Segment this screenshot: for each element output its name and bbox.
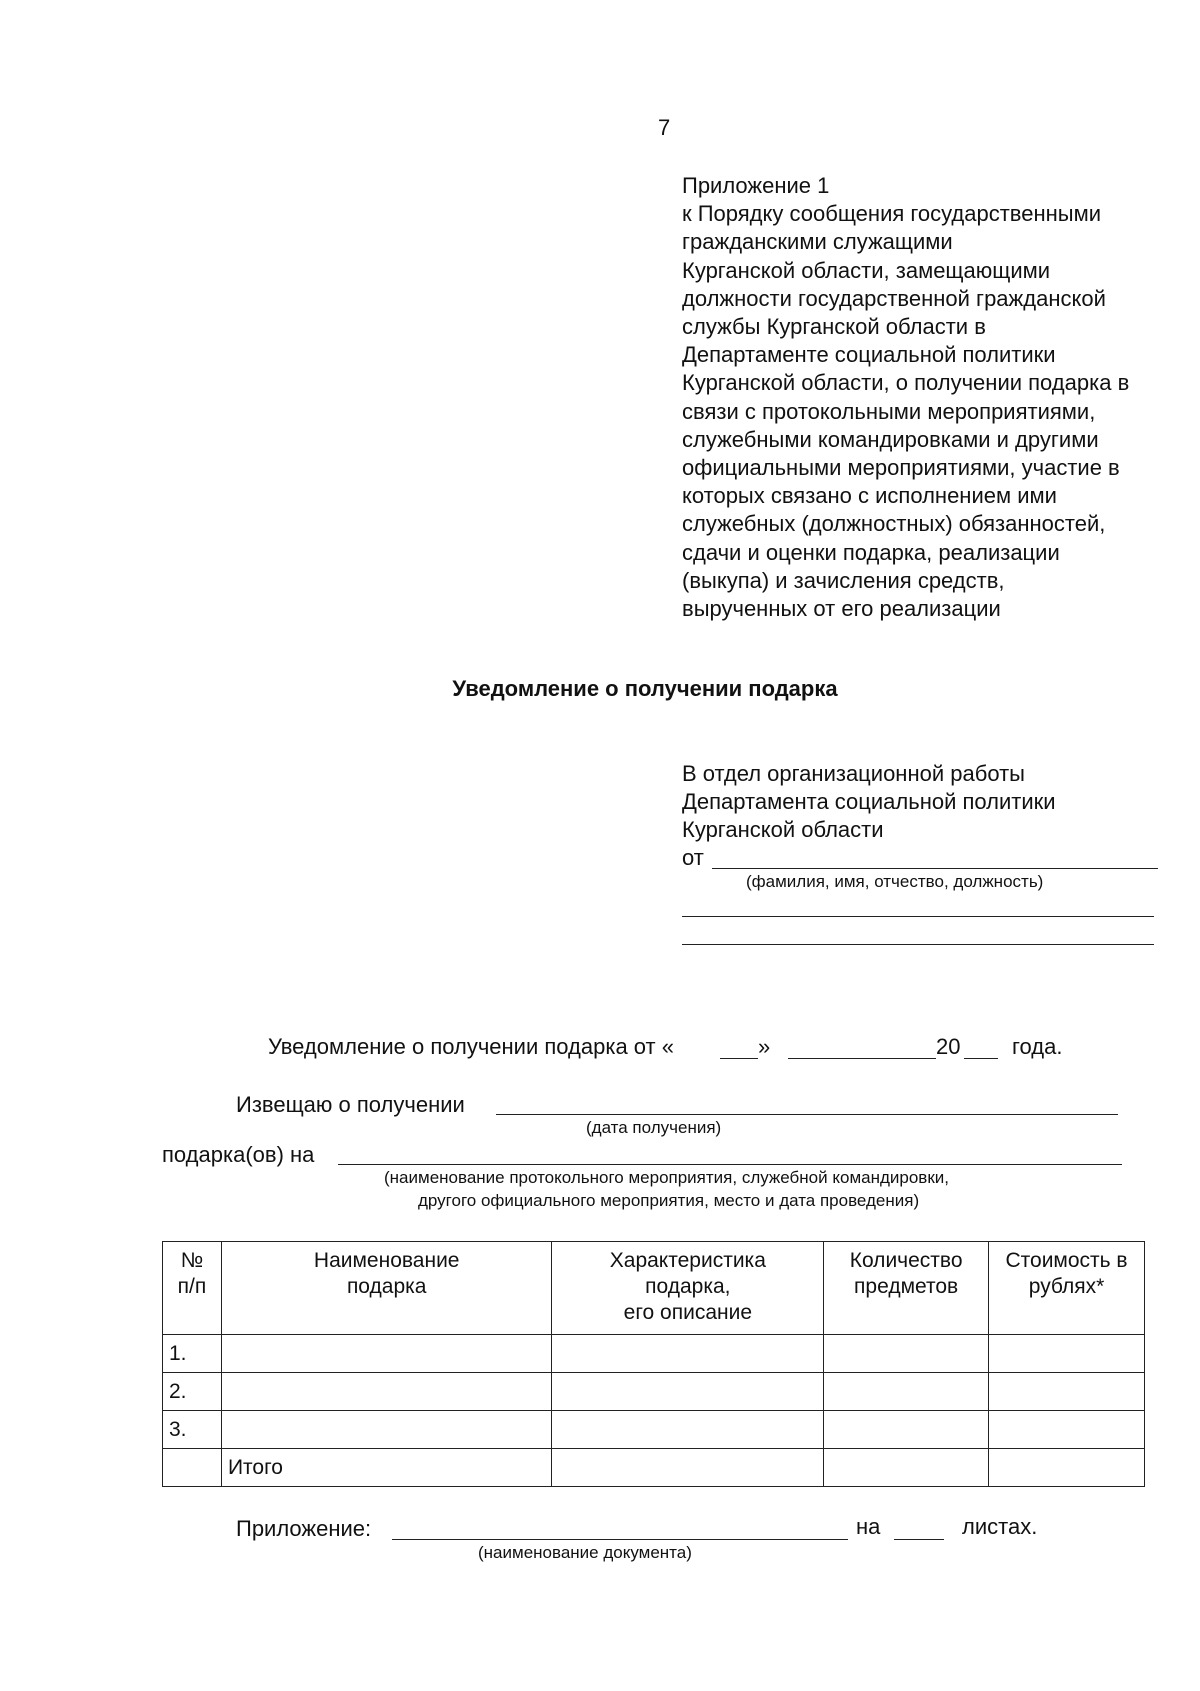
- appendix-line: вырученных от его реализации: [682, 596, 1001, 622]
- total-qty[interactable]: [824, 1449, 989, 1487]
- cell-qty[interactable]: [824, 1373, 989, 1411]
- appendix-line: которых связано с исполнением ими: [682, 483, 1057, 509]
- header-desc-line: подарка,: [645, 1275, 731, 1298]
- from-field[interactable]: [712, 868, 1158, 869]
- table-row: [163, 1335, 1145, 1373]
- row-number: 2.: [163, 1373, 222, 1411]
- appendix-line: служебными командировками и другими: [682, 426, 1099, 452]
- header-cost-line: Стоимость в: [1005, 1249, 1128, 1272]
- table-header-row: [163, 1242, 1145, 1335]
- table-row: [163, 1373, 1145, 1411]
- appendix-line: служебных (должностных) обязанностей,: [682, 511, 1106, 537]
- addressee-line: Департамента социальной политики: [682, 789, 1056, 814]
- header-cost: [989, 1242, 1145, 1335]
- header-num-line: №: [180, 1249, 204, 1272]
- cell-desc[interactable]: [552, 1411, 824, 1449]
- appendix-line: к Порядку сообщения государственными: [682, 201, 1102, 227]
- attachment-on: на: [856, 1514, 881, 1539]
- gifts-table: [162, 1241, 1145, 1487]
- header-desc: [552, 1242, 824, 1335]
- header-qty-line: Количество: [849, 1249, 963, 1272]
- table-total-row: [163, 1449, 1145, 1487]
- notice-month-field[interactable]: [788, 1058, 936, 1059]
- total-empty-cell: [163, 1449, 222, 1487]
- attachment-name-field[interactable]: [392, 1539, 848, 1540]
- cell-cost[interactable]: [989, 1335, 1145, 1373]
- table-row: [163, 1411, 1145, 1449]
- notice-prefix: Уведомление о получении подарка от «: [268, 1034, 674, 1059]
- attachment-sheets: листах.: [962, 1514, 1038, 1539]
- cell-name[interactable]: [221, 1335, 552, 1373]
- addressee-block: [682, 760, 1056, 872]
- attachment-label: Приложение:: [236, 1516, 372, 1541]
- row-number: 3.: [163, 1411, 222, 1449]
- event-field[interactable]: [338, 1164, 1122, 1165]
- cell-cost[interactable]: [989, 1411, 1145, 1449]
- appendix-line: официальными мероприятиями, участие в: [682, 455, 1120, 481]
- appendix-line: службы Курганской области в: [682, 314, 986, 340]
- cell-desc[interactable]: [552, 1335, 824, 1373]
- notice-quote-close: »: [758, 1034, 771, 1059]
- appendix-line: Департаменте социальной политики: [682, 342, 1056, 368]
- cell-qty[interactable]: [824, 1411, 989, 1449]
- row-number: 1.: [163, 1335, 222, 1373]
- header-cost-line: рублях*: [1028, 1275, 1105, 1298]
- appendix-line: Курганской области, о получении подарка в: [682, 370, 1130, 396]
- event-hint-line2: другого официального мероприятия, место и дата проведения): [418, 1191, 920, 1210]
- header-name-line: подарка: [346, 1275, 427, 1298]
- appendix-line: сдачи и оценки подарка, реализации: [682, 539, 1060, 565]
- notice-year-field[interactable]: [964, 1058, 998, 1059]
- header-qty: [824, 1242, 989, 1335]
- appendix-line: (выкупа) и зачисления средств,: [682, 567, 1005, 593]
- header-desc-line: его описание: [623, 1301, 752, 1324]
- appendix-block: [682, 172, 1129, 623]
- header-desc-line: Характеристика: [609, 1249, 766, 1272]
- document-title: Уведомление о получении подарка: [452, 676, 838, 701]
- from-field-extra-1[interactable]: [682, 916, 1154, 917]
- cell-cost[interactable]: [989, 1373, 1145, 1411]
- receipt-date-field[interactable]: [496, 1114, 1118, 1115]
- attachment-sheets-field[interactable]: [894, 1539, 944, 1540]
- event-hint-line1: (наименование протокольного мероприятия, служебной командировки,: [384, 1168, 949, 1187]
- appendix-line: Курганской области, замещающими: [682, 257, 1051, 283]
- receipt-label: Извещаю о получении: [236, 1092, 465, 1117]
- total-cost[interactable]: [989, 1449, 1145, 1487]
- cell-name[interactable]: [221, 1373, 552, 1411]
- page-number: 7: [658, 115, 671, 140]
- receipt-hint: (дата получения): [586, 1118, 722, 1137]
- notice-year-prefix: 20: [936, 1034, 961, 1059]
- appendix-line: гражданскими служащими: [682, 229, 953, 255]
- addressee-line: Курганской области: [682, 817, 884, 842]
- from-field-extra-2[interactable]: [682, 944, 1154, 945]
- gifts-on-label: подарка(ов) на: [162, 1142, 315, 1167]
- appendix-line: должности государственной гражданской: [682, 285, 1106, 311]
- attachment-hint: (наименование документа): [478, 1543, 692, 1562]
- header-num-line: п/п: [177, 1275, 207, 1298]
- header-num: [163, 1242, 222, 1335]
- header-name: [221, 1242, 552, 1335]
- notice-day-field[interactable]: [720, 1058, 758, 1059]
- from-hint: (фамилия, имя, отчество, должность): [746, 872, 1044, 891]
- notice-year-suffix: года.: [1012, 1034, 1063, 1059]
- from-label: от: [682, 845, 704, 870]
- header-name-line: Наименование: [313, 1249, 460, 1272]
- appendix-line: связи с протокольными мероприятиями,: [682, 398, 1096, 424]
- addressee-line: В отдел организационной работы: [682, 761, 1025, 786]
- cell-qty[interactable]: [824, 1335, 989, 1373]
- header-qty-line: предметов: [854, 1275, 959, 1298]
- total-desc[interactable]: [552, 1449, 824, 1487]
- cell-name[interactable]: [221, 1411, 552, 1449]
- total-label: Итого: [221, 1449, 552, 1487]
- appendix-line: Приложение 1: [682, 173, 830, 198]
- cell-desc[interactable]: [552, 1373, 824, 1411]
